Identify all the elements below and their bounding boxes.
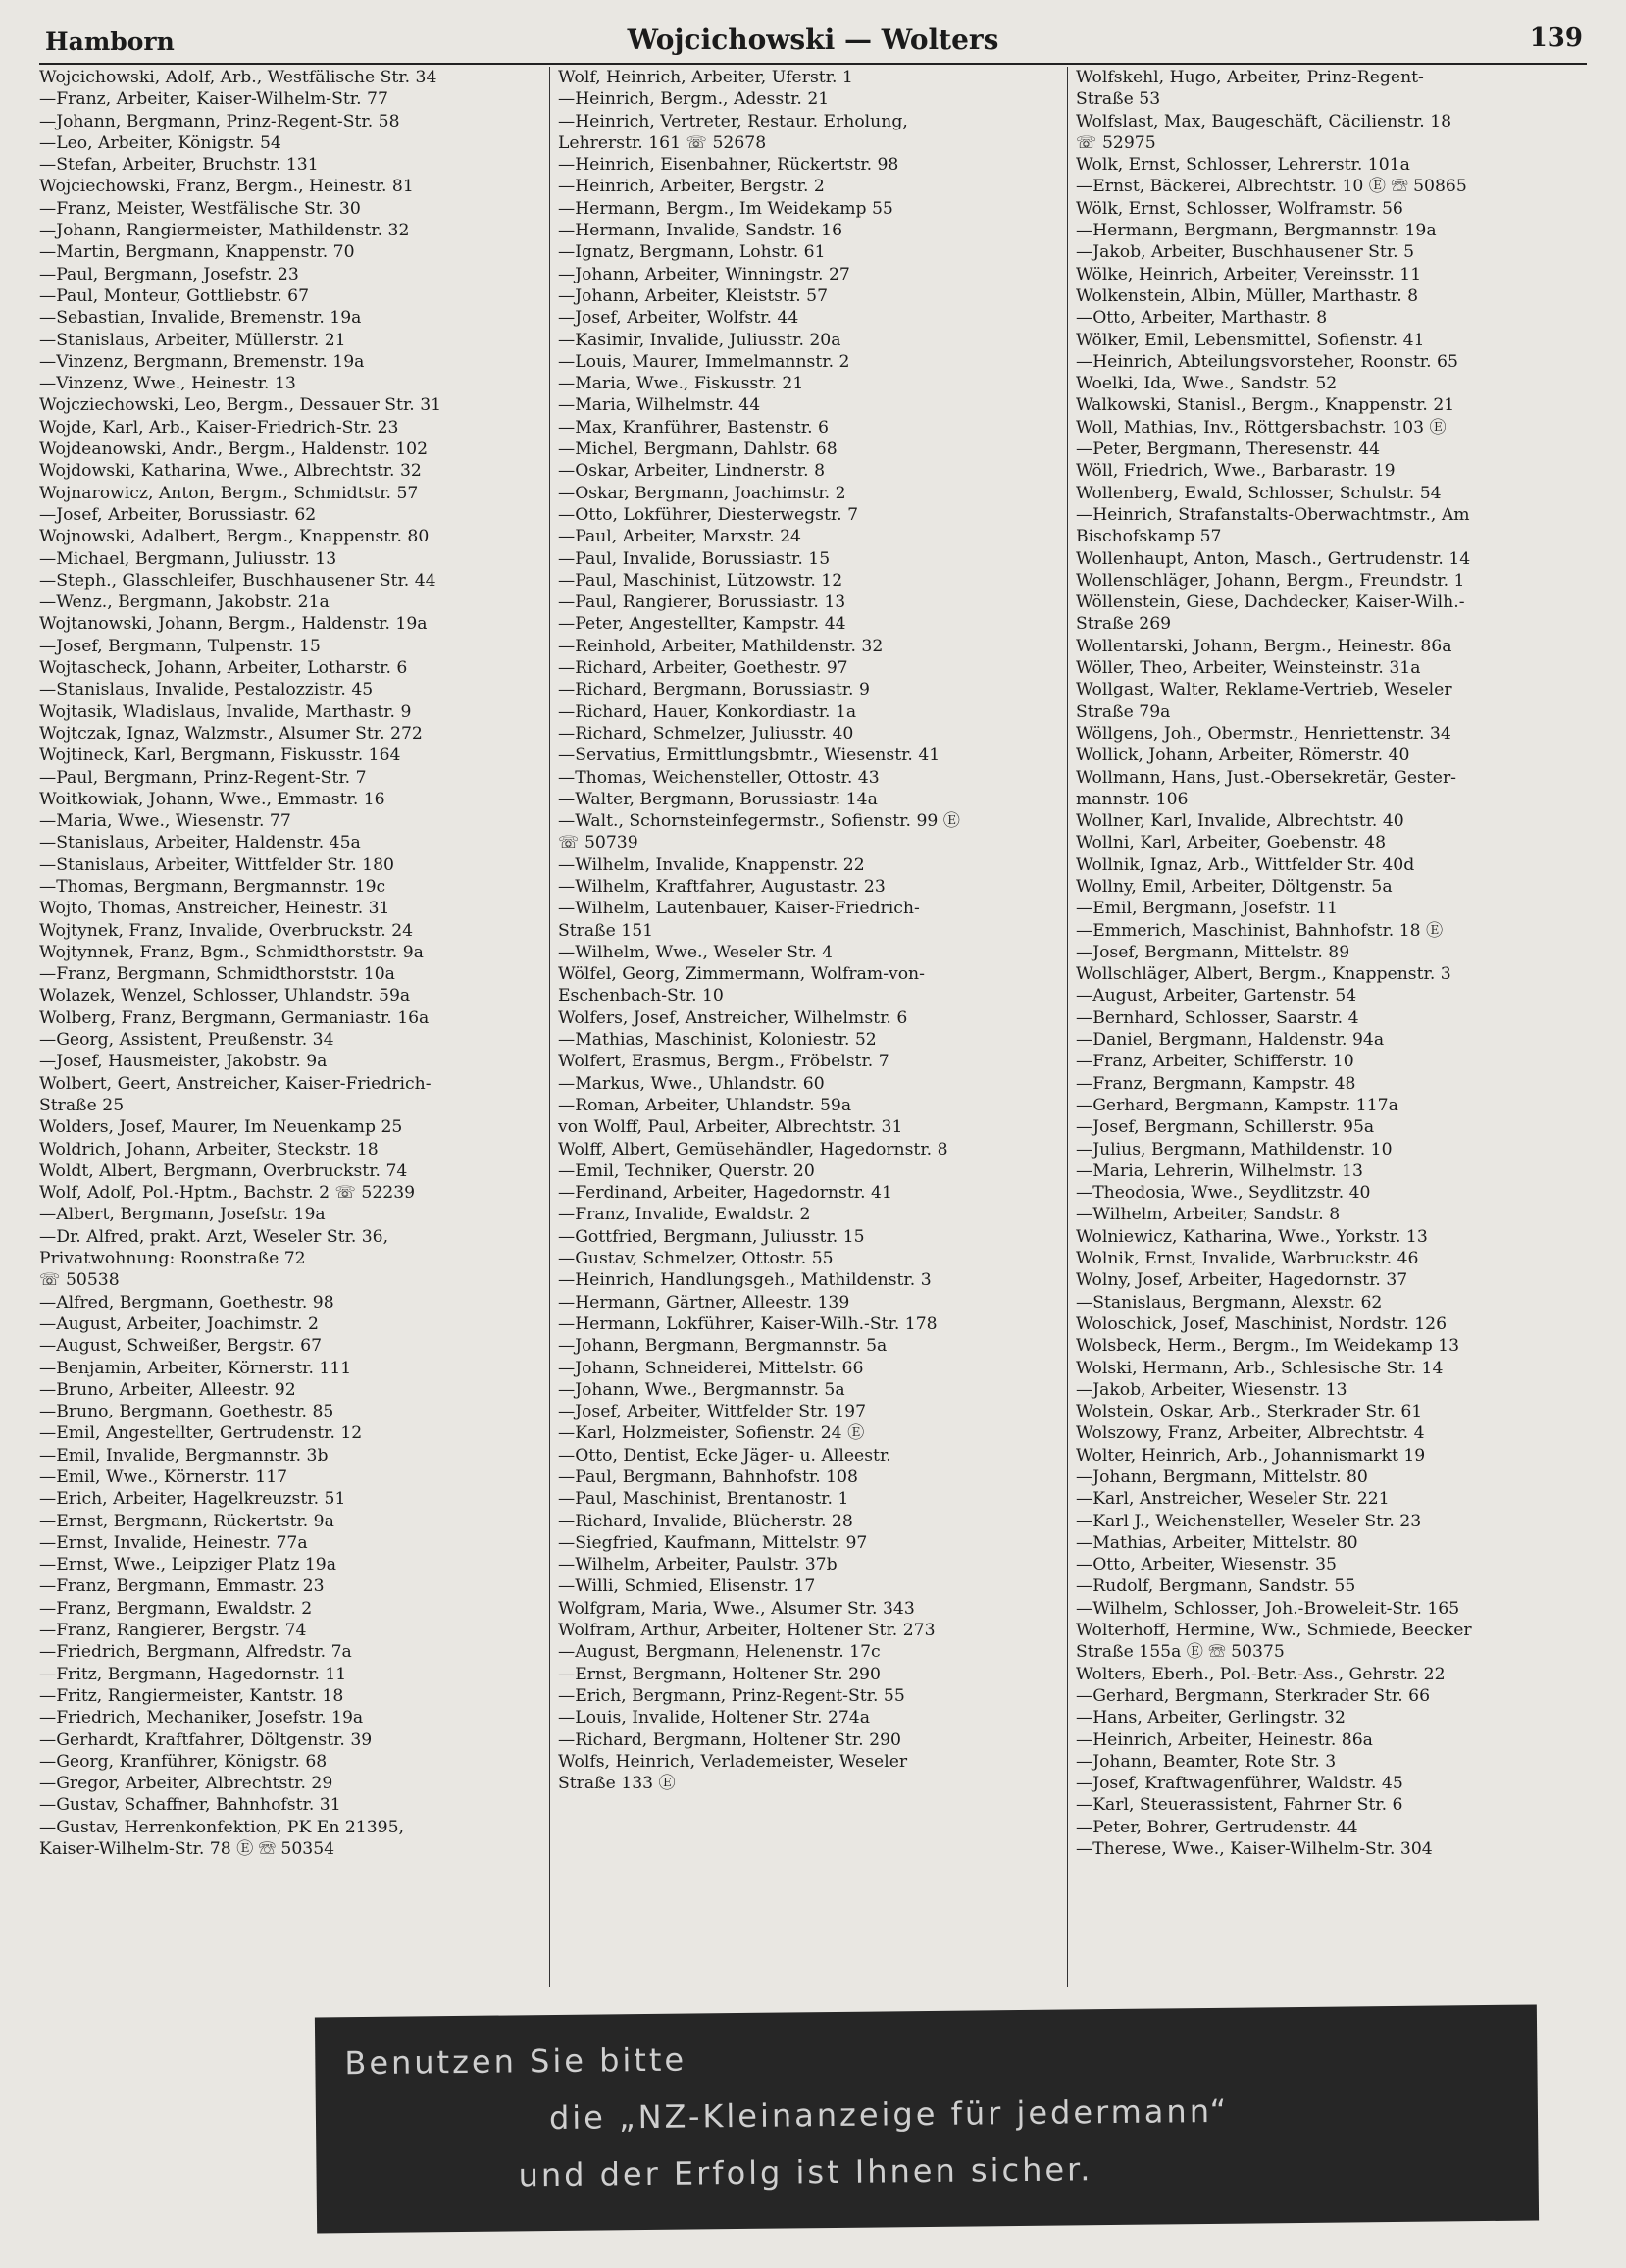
- directory-entry: —Oskar, Arbeiter, Lindnerstr. 8: [558, 461, 825, 482]
- directory-entry: —Hermann, Lokführer, Kaiser-Wilh.-Str. 178: [558, 1314, 938, 1334]
- directory-entry: —Josef, Bergmann, Mittelstr. 89: [1076, 942, 1350, 962]
- directory-entry: —Gustav, Schaffner, Bahnhofstr. 31: [39, 1795, 341, 1816]
- directory-entry: Wölk, Ernst, Schlosser, Wolframstr. 56: [1076, 198, 1403, 219]
- directory-entry: —Kasimir, Invalide, Juliusstr. 20a: [558, 330, 841, 350]
- directory-entry: ☏ 50538: [39, 1270, 120, 1291]
- directory-entry: Wojtasik, Wladislaus, Invalide, Marthastr. 9: [39, 701, 412, 722]
- directory-entry: —August, Schweißer, Bergstr. 67: [39, 1336, 323, 1357]
- directory-entry: —Heinrich, Abteilungsvorsteher, Roonstr. 65: [1076, 351, 1458, 372]
- directory-entry: —Johann, Arbeiter, Winningstr. 27: [558, 264, 850, 284]
- directory-entry: —Otto, Arbeiter, Wiesenstr. 35: [1076, 1555, 1337, 1575]
- directory-entry: Wollnik, Ignaz, Arb., Wittfelder Str. 40d: [1076, 854, 1415, 875]
- directory-entry: —Bruno, Bergmann, Goethestr. 85: [39, 1402, 334, 1422]
- directory-entry: Wojcichowski, Adolf, Arb., Westfälische Str. 34: [39, 68, 437, 87]
- directory-entry: —Karl J., Weichensteller, Weseler Str. 23: [1076, 1511, 1422, 1531]
- directory-entry: —Wilhelm, Arbeiter, Paulstr. 37b: [558, 1555, 838, 1575]
- directory-entry: Wöll, Friedrich, Wwe., Barbarastr. 19: [1076, 461, 1396, 482]
- directory-entry: —Wilhelm, Lautenbauer, Kaiser-Friedrich-: [558, 899, 920, 919]
- directory-entry: —Wilhelm, Kraftfahrer, Augustastr. 23: [558, 876, 886, 897]
- directory-entry: —August, Bergmann, Helenenstr. 17c: [558, 1642, 881, 1663]
- directory-entry: —Walt., Schornsteinfegermstr., Sofienstr. 99 Ⓔ: [558, 811, 960, 832]
- directory-entry: —Richard, Invalide, Blücherstr. 28: [558, 1511, 853, 1531]
- directory-entry: —Wilhelm, Arbeiter, Sandstr. 8: [1076, 1205, 1341, 1225]
- directory-entry: —Ernst, Bergmann, Holtener Str. 290: [558, 1664, 881, 1684]
- directory-entry: Wolstein, Oskar, Arb., Sterkrader Str. 61: [1076, 1402, 1423, 1422]
- directory-entry: Wojdowski, Katharina, Wwe., Albrechtstr. 32: [39, 461, 422, 482]
- directory-entry: ☏ 50739: [558, 833, 638, 853]
- directory-entry: Wojto, Thomas, Anstreicher, Heinestr. 31: [39, 899, 390, 919]
- directory-entry: —Franz, Bergmann, Schmidthorststr. 10a: [39, 964, 395, 985]
- directory-entry: Wojtascheck, Johann, Arbeiter, Lotharstr. 6: [39, 658, 408, 679]
- directory-entry: —Erich, Arbeiter, Hagelkreuzstr. 51: [39, 1489, 346, 1510]
- directory-entry: —Paul, Bergmann, Bahnhofstr. 108: [558, 1468, 858, 1487]
- directory-entry: Privatwohnung: Roonstraße 72: [39, 1249, 306, 1269]
- directory-entry: Wöller, Theo, Arbeiter, Weinsteinstr. 31a: [1076, 658, 1421, 679]
- directory-entry: —Stefan, Arbeiter, Bruchstr. 131: [39, 155, 319, 176]
- directory-entry: Wolfert, Erasmus, Bergm., Fröbelstr. 7: [558, 1052, 889, 1072]
- directory-entry: Straße 133 Ⓔ: [558, 1774, 676, 1794]
- directory-entry: Wolsbeck, Herm., Bergm., Im Weidekamp 13: [1076, 1336, 1460, 1357]
- directory-entry: Wojtanowski, Johann, Bergm., Haldenstr. 19a: [39, 614, 428, 635]
- directory-entry: Straße 25: [39, 1095, 125, 1115]
- directory-entry: —Franz, Rangierer, Bergstr. 74: [39, 1621, 307, 1641]
- directory-entry: —Franz, Invalide, Ewaldstr. 2: [558, 1205, 811, 1225]
- directory-entry: —August, Arbeiter, Joachimstr. 2: [39, 1314, 319, 1334]
- directory-entry: —Bernhard, Schlosser, Saarstr. 4: [1076, 1007, 1359, 1028]
- directory-entry: —Peter, Bergmann, Theresenstr. 44: [1076, 439, 1381, 460]
- directory-column-1: [39, 67, 535, 1987]
- directory-entry: Woldrich, Johann, Arbeiter, Steckstr. 18: [39, 1139, 379, 1160]
- directory-entry: —Josef, Arbeiter, Borussiastr. 62: [39, 504, 317, 525]
- directory-entry: —Karl, Holzmeister, Sofienstr. 24 Ⓔ: [558, 1423, 865, 1444]
- directory-entry: —Louis, Maurer, Immelmannstr. 2: [558, 351, 850, 372]
- directory-entry: —Heinrich, Bergm., Adesstr. 21: [558, 89, 830, 110]
- directory-entry: —Josef, Arbeiter, Wittfelder Str. 197: [558, 1402, 867, 1422]
- directory-entry: Wolszowy, Franz, Arbeiter, Albrechtstr. 4: [1076, 1423, 1425, 1444]
- directory-entry: —Heinrich, Strafanstalts-Oberwachtmstr., Am: [1076, 504, 1470, 525]
- directory-entry: —Josef, Bergmann, Schillerstr. 95a: [1076, 1117, 1375, 1138]
- directory-entry: —Rudolf, Bergmann, Sandstr. 55: [1076, 1576, 1356, 1597]
- directory-entry: —Johann, Arbeiter, Kleiststr. 57: [558, 285, 829, 306]
- directory-entry: —Georg, Kranführer, Königstr. 68: [39, 1751, 328, 1772]
- directory-entry: Wöllenstein, Giese, Dachdecker, Kaiser-Wilh.-: [1076, 593, 1465, 613]
- advertisement-banner: [315, 2004, 1539, 2233]
- directory-entry: —Hermann, Bergm., Im Weidekamp 55: [558, 198, 893, 219]
- directory-entry: —Wilhelm, Wwe., Weseler Str. 4: [558, 942, 834, 962]
- directory-entry: —Steph., Glasschleifer, Buschhausener Str. 44: [39, 570, 436, 591]
- directory-entry: Wolnik, Ernst, Invalide, Warbruckstr. 46: [1076, 1249, 1419, 1269]
- directory-entry: Wolfskehl, Hugo, Arbeiter, Prinz-Regent-: [1076, 68, 1424, 87]
- directory-entry: —Louis, Invalide, Holtener Str. 274a: [558, 1708, 870, 1728]
- ad-line-3: und der Erfolg ist Ihnen sicher.: [518, 2150, 1093, 2194]
- directory-entry: —Ernst, Invalide, Heinestr. 77a: [39, 1532, 308, 1553]
- directory-entry: —Jakob, Arbeiter, Buschhausener Str. 5: [1076, 242, 1415, 263]
- ad-line-1: Benutzen Sie bitte: [344, 2040, 687, 2083]
- directory-entry: —Friedrich, Bergmann, Alfredstr. 7a: [39, 1642, 352, 1663]
- directory-entry: —Gottfried, Bergmann, Juliusstr. 15: [558, 1226, 865, 1247]
- directory-entry: Wollenhaupt, Anton, Masch., Gertrudenstr. 14: [1076, 548, 1471, 569]
- directory-entry: Wolbert, Geert, Anstreicher, Kaiser-Friedrich-: [39, 1073, 432, 1094]
- directory-entry: —Richard, Schmelzer, Juliusstr. 40: [558, 723, 854, 744]
- directory-entry: —Theodosia, Wwe., Seydlitzstr. 40: [1076, 1183, 1371, 1204]
- directory-entry: —Paul, Arbeiter, Marxstr. 24: [558, 527, 801, 547]
- directory-entry: Lehrerstr. 161 ☏ 52678: [558, 132, 767, 153]
- directory-entry: —Josef, Kraftwagenführer, Waldstr. 45: [1076, 1774, 1403, 1794]
- directory-entry: —Servatius, Ermittlungsbmtr., Wiesenstr. 41: [558, 746, 940, 766]
- directory-entry: —Franz, Arbeiter, Kaiser-Wilhelm-Str. 77: [39, 89, 388, 110]
- directory-entry: —Vinzenz, Wwe., Heinestr. 13: [39, 374, 296, 394]
- directory-entry: Wolk, Ernst, Schlosser, Lehrerstr. 101a: [1076, 155, 1410, 176]
- directory-entry: Wölker, Emil, Lebensmittel, Sofienstr. 41: [1076, 330, 1425, 350]
- directory-entry: —Paul, Bergmann, Josefstr. 23: [39, 264, 299, 284]
- directory-entry: Wojdeanowski, Andr., Bergm., Haldenstr. 102: [39, 439, 429, 460]
- directory-column-3: [1067, 67, 1596, 1987]
- directory-entry: —Johann, Wwe., Bergmannstr. 5a: [558, 1379, 845, 1400]
- directory-entry: Wolkenstein, Albin, Müller, Marthastr. 8: [1076, 285, 1419, 306]
- directory-entry: —Michel, Bergmann, Dahlstr. 68: [558, 439, 838, 460]
- directory-entry: —Stanislaus, Bergmann, Alexstr. 62: [1076, 1292, 1383, 1313]
- directory-entry: Wolff, Albert, Gemüsehändler, Hagedornstr. 8: [558, 1139, 948, 1160]
- directory-entry: —Heinrich, Arbeiter, Heinestr. 86a: [1076, 1729, 1373, 1750]
- directory-entry: Wolfslast, Max, Baugeschäft, Cäcilienstr. 18: [1076, 111, 1452, 131]
- directory-entry: Wolders, Josef, Maurer, Im Neuenkamp 25: [39, 1117, 403, 1138]
- directory-entry: Wölke, Heinrich, Arbeiter, Vereinsstr. 11: [1076, 264, 1422, 284]
- directory-entry: —Friedrich, Mechaniker, Josefstr. 19a: [39, 1708, 364, 1728]
- directory-entry: —Willi, Schmied, Elisenstr. 17: [558, 1576, 816, 1597]
- directory-entry: Wollni, Karl, Arbeiter, Goebenstr. 48: [1076, 833, 1387, 853]
- directory-entry: —Roman, Arbeiter, Uhlandstr. 59a: [558, 1095, 852, 1115]
- directory-entry: —Gustav, Schmelzer, Ottostr. 55: [558, 1249, 834, 1269]
- directory-entry: —Josef, Bergmann, Tulpenstr. 15: [39, 636, 321, 656]
- directory-entry: —Heinrich, Handlungsgeh., Mathildenstr. 3: [558, 1270, 932, 1291]
- directory-entry: Wolf, Adolf, Pol.-Hptm., Bachstr. 2 ☏ 52239: [39, 1183, 416, 1204]
- directory-entry: —Hermann, Gärtner, Alleestr. 139: [558, 1292, 850, 1313]
- directory-entry: —Julius, Bergmann, Mathildenstr. 10: [1076, 1139, 1393, 1160]
- directory-entry: —Maria, Wwe., Fiskusstr. 21: [558, 374, 804, 394]
- directory-entry: —Mathias, Arbeiter, Mittelstr. 80: [1076, 1532, 1358, 1553]
- directory-entry: Wollick, Johann, Arbeiter, Römerstr. 40: [1076, 746, 1410, 766]
- directory-entry: Wollmann, Hans, Just.-Obersekretär, Gester-: [1076, 767, 1456, 788]
- directory-entry: Woloschick, Josef, Maschinist, Nordstr. 126: [1076, 1314, 1448, 1334]
- directory-entry: —Paul, Maschinist, Lützowstr. 12: [558, 570, 843, 591]
- directory-entry: —Emil, Angestellter, Gertrudenstr. 12: [39, 1423, 363, 1444]
- directory-entry: Woll, Mathias, Inv., Röttgersbachstr. 103 Ⓔ: [1076, 417, 1447, 438]
- directory-entry: —Richard, Arbeiter, Goethestr. 97: [558, 658, 848, 679]
- directory-entry: —August, Arbeiter, Gartenstr. 54: [1076, 986, 1357, 1006]
- directory-entry: Straße 53: [1076, 89, 1161, 110]
- directory-entry: —Stanislaus, Invalide, Pestalozzistr. 45: [39, 680, 374, 700]
- directory-entry: von Wolff, Paul, Arbeiter, Albrechtstr. 31: [558, 1117, 903, 1138]
- directory-entry: —Stanislaus, Arbeiter, Müllerstr. 21: [39, 330, 346, 350]
- directory-entry: —Johann, Bergmann, Prinz-Regent-Str. 58: [39, 111, 400, 131]
- directory-entry: Wolf, Heinrich, Arbeiter, Uferstr. 1: [558, 68, 853, 87]
- directory-entry: —Gerhard, Bergmann, Kampstr. 117a: [1076, 1095, 1398, 1115]
- directory-entry: —Hermann, Invalide, Sandstr. 16: [558, 221, 843, 241]
- directory-entry: —Richard, Hauer, Konkordiastr. 1a: [558, 701, 857, 722]
- directory-entry: —Benjamin, Arbeiter, Körnerstr. 111: [39, 1358, 352, 1378]
- directory-entry: —Franz, Arbeiter, Schifferstr. 10: [1076, 1052, 1354, 1072]
- directory-entry: —Maria, Wwe., Wiesenstr. 77: [39, 811, 291, 832]
- directory-entry: —Peter, Bohrer, Gertrudenstr. 44: [1076, 1817, 1358, 1837]
- directory-entry: Wollny, Emil, Arbeiter, Döltgenstr. 5a: [1076, 876, 1393, 897]
- directory-entry: —Franz, Meister, Westfälische Str. 30: [39, 198, 361, 219]
- directory-entry: —Paul, Invalide, Borussiastr. 15: [558, 548, 831, 569]
- directory-entry: —Wilhelm, Invalide, Knappenstr. 22: [558, 854, 865, 875]
- directory-entry: —Heinrich, Vertreter, Restaur. Erholung,: [558, 111, 908, 131]
- directory-entry: —Walter, Bergmann, Borussiastr. 14a: [558, 789, 878, 809]
- directory-entry: Straße 155a Ⓔ ☏ 50375: [1076, 1642, 1285, 1663]
- directory-entry: —Max, Kranführer, Bastenstr. 6: [558, 417, 829, 438]
- directory-entry: —Sebastian, Invalide, Bremenstr. 19a: [39, 308, 362, 329]
- directory-entry: Straße 79a: [1076, 701, 1171, 722]
- directory-entry: —Thomas, Bergmann, Bergmannstr. 19c: [39, 876, 386, 897]
- directory-entry: —Paul, Bergmann, Prinz-Regent-Str. 7: [39, 767, 367, 788]
- directory-entry: Straße 151: [558, 920, 654, 941]
- directory-entry: ☏ 52975: [1076, 132, 1156, 153]
- directory-entry: Wolfgram, Maria, Wwe., Alsumer Str. 343: [558, 1598, 915, 1619]
- directory-entry: Wolski, Hermann, Arb., Schlesische Str. 14: [1076, 1358, 1444, 1378]
- directory-entry: —Therese, Wwe., Kaiser-Wilhelm-Str. 304: [1076, 1839, 1433, 1860]
- directory-entry: —Paul, Monteur, Gottliebstr. 67: [39, 285, 310, 306]
- directory-entry: —Karl, Anstreicher, Weseler Str. 221: [1076, 1489, 1390, 1510]
- directory-entry: Wojnowski, Adalbert, Bergm., Knappenstr. 80: [39, 527, 430, 547]
- directory-entry: Wölfel, Georg, Zimmermann, Wolfram-von-: [558, 964, 925, 985]
- directory-entry: mannstr. 106: [1076, 789, 1189, 809]
- directory-entry: Woldt, Albert, Bergmann, Overbruckstr. 74: [39, 1160, 408, 1181]
- header-range: Wojcichowski — Wolters: [627, 24, 999, 56]
- directory-entry: —Daniel, Bergmann, Haldenstr. 94a: [1076, 1030, 1385, 1051]
- directory-entry: —Michael, Bergmann, Juliusstr. 13: [39, 548, 337, 569]
- directory-entry: —Emmerich, Maschinist, Bahnhofstr. 18 Ⓔ: [1076, 920, 1444, 941]
- directory-entry: —Reinhold, Arbeiter, Mathildenstr. 32: [558, 636, 884, 656]
- directory-entry: —Bruno, Arbeiter, Alleestr. 92: [39, 1379, 296, 1400]
- directory-entry: Wolfers, Josef, Anstreicher, Wilhelmstr. 6: [558, 1007, 908, 1028]
- directory-entry: Wojtineck, Karl, Bergmann, Fiskusstr. 164: [39, 746, 401, 766]
- directory-entry: —Martin, Bergmann, Knappenstr. 70: [39, 242, 355, 263]
- directory-entry: Wöllgens, Joh., Obermstr., Henriettenstr. 34: [1076, 723, 1451, 744]
- directory-entry: —Josef, Arbeiter, Wolfstr. 44: [558, 308, 799, 329]
- directory-entry: —Ignatz, Bergmann, Lohstr. 61: [558, 242, 826, 263]
- ad-line-2: die „NZ-Kleinanzeige für jedermann“: [548, 2091, 1230, 2138]
- directory-entry: Wolazek, Wenzel, Schlosser, Uhlandstr. 59a: [39, 986, 411, 1006]
- directory-entry: —Maria, Lehrerin, Wilhelmstr. 13: [1076, 1160, 1363, 1181]
- page-number: 139: [1529, 24, 1583, 53]
- directory-entry: Wolter, Heinrich, Arb., Johannismarkt 19: [1076, 1445, 1426, 1466]
- directory-entry: Woitkowiak, Johann, Wwe., Emmastr. 16: [39, 789, 385, 809]
- directory-entry: Wollentarski, Johann, Bergm., Heinestr. 86a: [1076, 636, 1452, 656]
- directory-entry: —Leo, Arbeiter, Königstr. 54: [39, 132, 281, 153]
- directory-entry: Wollschläger, Albert, Bergm., Knappenstr. 3: [1076, 964, 1451, 985]
- directory-entry: —Johann, Beamter, Rote Str. 3: [1076, 1751, 1337, 1772]
- directory-entry: Wollenberg, Ewald, Schlosser, Schulstr. 54: [1076, 483, 1442, 503]
- directory-entry: Wollner, Karl, Invalide, Albrechtstr. 40: [1076, 811, 1404, 832]
- directory-entry: Wojde, Karl, Arb., Kaiser-Friedrich-Str. 23: [39, 417, 399, 438]
- directory-entry: —Hermann, Bergmann, Bergmannstr. 19a: [1076, 221, 1437, 241]
- directory-entry: —Richard, Bergmann, Borussiastr. 9: [558, 680, 870, 700]
- directory-entry: —Johann, Schneiderei, Mittelstr. 66: [558, 1358, 864, 1378]
- directory-entry: Wojnarowicz, Anton, Bergm., Schmidtstr. 57: [39, 483, 419, 503]
- directory-entry: —Ernst, Bergmann, Rückertstr. 9a: [39, 1511, 334, 1531]
- directory-entry: —Otto, Arbeiter, Marthastr. 8: [1076, 308, 1328, 329]
- directory-entry: —Ernst, Bäckerei, Albrechtstr. 10 Ⓔ ☏ 50865: [1076, 177, 1467, 197]
- directory-entry: —Emil, Invalide, Bergmannstr. 3b: [39, 1445, 329, 1466]
- directory-entry: —Franz, Bergmann, Ewaldstr. 2: [39, 1598, 313, 1619]
- directory-entry: —Georg, Assistent, Preußenstr. 34: [39, 1030, 334, 1051]
- directory-entry: Wojtynnek, Franz, Bgm., Schmidthorststr. 9a: [39, 942, 424, 962]
- directory-entry: —Johann, Bergmann, Bergmannstr. 5a: [558, 1336, 888, 1357]
- directory-entry: Bischofskamp 57: [1076, 527, 1222, 547]
- directory-entry: —Emil, Bergmann, Josefstr. 11: [1076, 899, 1339, 919]
- directory-entry: Woelki, Ida, Wwe., Sandstr. 52: [1076, 374, 1338, 394]
- directory-entry: —Hans, Arbeiter, Gerlingstr. 32: [1076, 1708, 1346, 1728]
- directory-entry: Eschenbach-Str. 10: [558, 986, 724, 1006]
- directory-entry: —Alfred, Bergmann, Goethestr. 98: [39, 1292, 334, 1313]
- directory-entry: —Siegfried, Kaufmann, Mittelstr. 97: [558, 1532, 868, 1553]
- directory-entry: —Gerhard, Bergmann, Sterkrader Str. 66: [1076, 1685, 1431, 1706]
- directory-entry: —Fritz, Bergmann, Hagedornstr. 11: [39, 1664, 347, 1684]
- directory-entry: —Vinzenz, Bergmann, Bremenstr. 19a: [39, 351, 365, 372]
- directory-entry: —Wilhelm, Schlosser, Joh.-Broweleit-Str. 165: [1076, 1598, 1460, 1619]
- directory-entry: Wojcziechowski, Leo, Bergm., Dessauer Str. 31: [39, 395, 442, 416]
- directory-entry: —Erich, Bergmann, Prinz-Regent-Str. 55: [558, 1685, 905, 1706]
- header-city: Hamborn: [45, 27, 175, 56]
- directory-entry: —Richard, Bergmann, Holtener Str. 290: [558, 1729, 901, 1750]
- directory-entry: —Heinrich, Arbeiter, Bergstr. 2: [558, 177, 825, 197]
- directory-entry: Wolfram, Arthur, Arbeiter, Holtener Str. 273: [558, 1621, 936, 1641]
- directory-entry: —Mathias, Maschinist, Koloniestr. 52: [558, 1030, 877, 1051]
- directory-entry: Wolfs, Heinrich, Verlademeister, Weseler: [558, 1751, 908, 1772]
- directory-entry: —Stanislaus, Arbeiter, Wittfelder Str. 180: [39, 854, 394, 875]
- directory-entry: —Paul, Maschinist, Brentanostr. 1: [558, 1489, 849, 1510]
- directory-entry: Wolberg, Franz, Bergmann, Germaniastr. 16a: [39, 1007, 430, 1028]
- directory-entry: —Franz, Bergmann, Emmastr. 23: [39, 1576, 325, 1597]
- directory-entry: —Gregor, Arbeiter, Albrechtstr. 29: [39, 1774, 333, 1794]
- directory-entry: Wolters, Eberh., Pol.-Betr.-Ass., Gehrstr. 22: [1076, 1664, 1446, 1684]
- directory-entry: —Markus, Wwe., Uhlandstr. 60: [558, 1073, 825, 1094]
- directory-entry: Wolterhoff, Hermine, Ww., Schmiede, Beecker: [1076, 1621, 1472, 1641]
- directory-entry: —Jakob, Arbeiter, Wiesenstr. 13: [1076, 1379, 1347, 1400]
- directory-entry: —Albert, Bergmann, Josefstr. 19a: [39, 1205, 326, 1225]
- directory-entry: —Josef, Hausmeister, Jakobstr. 9a: [39, 1052, 328, 1072]
- directory-entry: —Gerhardt, Kraftfahrer, Döltgenstr. 39: [39, 1729, 373, 1750]
- page-header: [39, 24, 1587, 65]
- directory-entry: —Peter, Angestellter, Kampstr. 44: [558, 614, 846, 635]
- directory-entry: —Oskar, Bergmann, Joachimstr. 2: [558, 483, 846, 503]
- directory-entry: —Franz, Bergmann, Kampstr. 48: [1076, 1073, 1356, 1094]
- directory-entry: —Johann, Rangiermeister, Mathildenstr. 32: [39, 221, 410, 241]
- directory-entry: Wollenschläger, Johann, Bergm., Freundstr. 1: [1076, 570, 1465, 591]
- directory-entry: —Wenz., Bergmann, Jakobstr. 21a: [39, 593, 330, 613]
- directory-entry: Wolniewicz, Katharina, Wwe., Yorkstr. 13: [1076, 1226, 1428, 1247]
- directory-entry: Straße 269: [1076, 614, 1172, 635]
- directory-entry: —Otto, Dentist, Ecke Jäger- u. Alleestr.: [558, 1445, 891, 1466]
- directory-entry: —Heinrich, Eisenbahner, Rückertstr. 98: [558, 155, 899, 176]
- directory-column-2: [549, 67, 1064, 1987]
- directory-entry: Walkowski, Stanisl., Bergm., Knappenstr. 21: [1076, 395, 1455, 416]
- directory-entry: Wojtynek, Franz, Invalide, Overbruckstr. 24: [39, 920, 414, 941]
- directory-entry: Kaiser-Wilhelm-Str. 78 Ⓔ ☏ 50354: [39, 1839, 335, 1860]
- directory-entry: —Ferdinand, Arbeiter, Hagedornstr. 41: [558, 1183, 892, 1204]
- directory-entry: —Johann, Bergmann, Mittelstr. 80: [1076, 1468, 1368, 1487]
- directory-entry: Wolny, Josef, Arbeiter, Hagedornstr. 37: [1076, 1270, 1408, 1291]
- directory-entry: —Paul, Rangierer, Borussiastr. 13: [558, 593, 846, 613]
- directory-entry: —Ernst, Wwe., Leipziger Platz 19a: [39, 1555, 336, 1575]
- directory-entry: —Emil, Wwe., Körnerstr. 117: [39, 1468, 288, 1487]
- directory-entry: —Gustav, Herrenkonfektion, PK En 21395,: [39, 1817, 405, 1837]
- directory-entry: —Thomas, Weichensteller, Ottostr. 43: [558, 767, 880, 788]
- directory-entry: —Dr. Alfred, prakt. Arzt, Weseler Str. 36,: [39, 1226, 389, 1247]
- directory-entry: Wollgast, Walter, Reklame-Vertrieb, Weseler: [1076, 680, 1452, 700]
- directory-entry: —Emil, Techniker, Querstr. 20: [558, 1160, 815, 1181]
- directory-entry: —Karl, Steuerassistent, Fahrner Str. 6: [1076, 1795, 1403, 1816]
- directory-entry: —Fritz, Rangiermeister, Kantstr. 18: [39, 1685, 344, 1706]
- directory-entry: Wojtczak, Ignaz, Walzmstr., Alsumer Str. 272: [39, 723, 423, 744]
- directory-entry: —Otto, Lokführer, Diesterwegstr. 7: [558, 504, 859, 525]
- directory-entry: —Stanislaus, Arbeiter, Haldenstr. 45a: [39, 833, 361, 853]
- directory-entry: —Maria, Wilhelmstr. 44: [558, 395, 761, 416]
- directory-entry: Wojciechowski, Franz, Bergm., Heinestr. 81: [39, 177, 414, 197]
